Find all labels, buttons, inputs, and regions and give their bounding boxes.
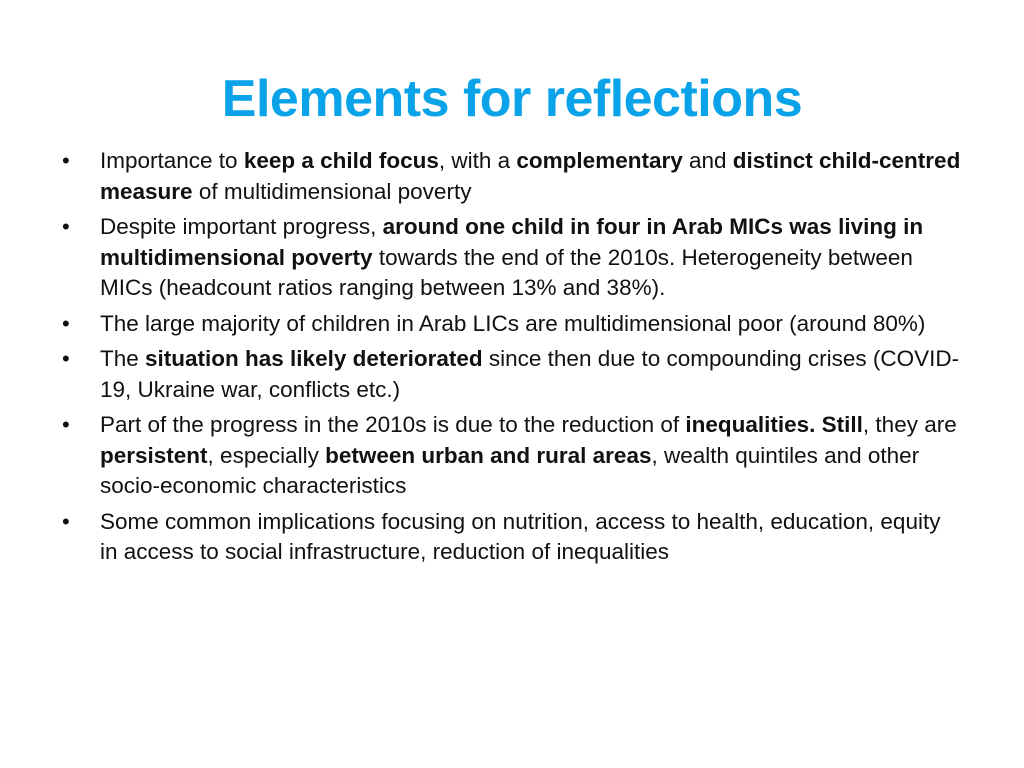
bullet-marker: • xyxy=(62,310,70,336)
text-run: of multidimensional poverty xyxy=(192,178,472,204)
text-run: , with a xyxy=(438,148,517,173)
text-run: and xyxy=(682,148,733,173)
bullet-marker: • xyxy=(62,214,70,239)
text-run: The xyxy=(100,346,146,371)
text-run: Despite important progress, xyxy=(100,214,383,239)
bullet-marker: • xyxy=(62,148,70,173)
bold-run: between urban and rural areas xyxy=(325,442,652,468)
bold-run: keep a child focus xyxy=(243,148,439,173)
bullet-text xyxy=(100,148,960,204)
text-run: Importance to xyxy=(100,148,244,173)
bullet-text xyxy=(100,412,957,498)
bullet-text xyxy=(100,509,940,565)
bullet-item xyxy=(62,309,962,340)
bullet-list xyxy=(62,146,962,573)
text-run: The large majority of children in Arab LICs are multidimensional poor (around 80%) xyxy=(100,310,926,336)
bullet-item xyxy=(62,507,962,568)
slide-title: Elements for reflections xyxy=(221,70,803,128)
text-run: , wealth quintiles and other socio-economic characteristics xyxy=(100,442,920,498)
text-run: , they are xyxy=(862,412,957,437)
bullet-text xyxy=(100,311,925,336)
bullet-item xyxy=(62,146,962,207)
text-run: Some common implications focusing on nutrition, access to health, education, equity in access to social infrastructure, reduction of inequalities xyxy=(100,508,941,564)
bullet-item xyxy=(62,212,962,304)
bold-run: persistent xyxy=(100,442,208,468)
bold-run: around one child in four in Arab MICs was living in multidimensional poverty xyxy=(100,214,924,270)
bold-run: complementary xyxy=(516,148,683,173)
bullet-marker: • xyxy=(62,508,70,534)
bold-run: distinct child-centred measure xyxy=(100,148,961,204)
bullet-item xyxy=(62,344,962,405)
text-run: , especially xyxy=(207,442,326,468)
bullet-text xyxy=(100,214,923,300)
bullet-item xyxy=(62,410,962,502)
bullet-marker: • xyxy=(62,346,70,371)
text-run: since then due to compounding crises (COVID-19, Ukraine war, conflicts etc.) xyxy=(100,346,960,402)
text-run: Part of the progress in the 2010s is due to the reduction of xyxy=(100,412,686,437)
bullet-text xyxy=(100,346,959,402)
text-run: towards the end of the 2010s. Heterogeneity between MICs (headcount ratios ranging between 13% and 38%). xyxy=(100,244,913,300)
bold-run: situation has likely deteriorated xyxy=(145,346,483,371)
bullet-marker: • xyxy=(62,412,70,437)
bold-run: inequalities. Still xyxy=(685,412,863,437)
